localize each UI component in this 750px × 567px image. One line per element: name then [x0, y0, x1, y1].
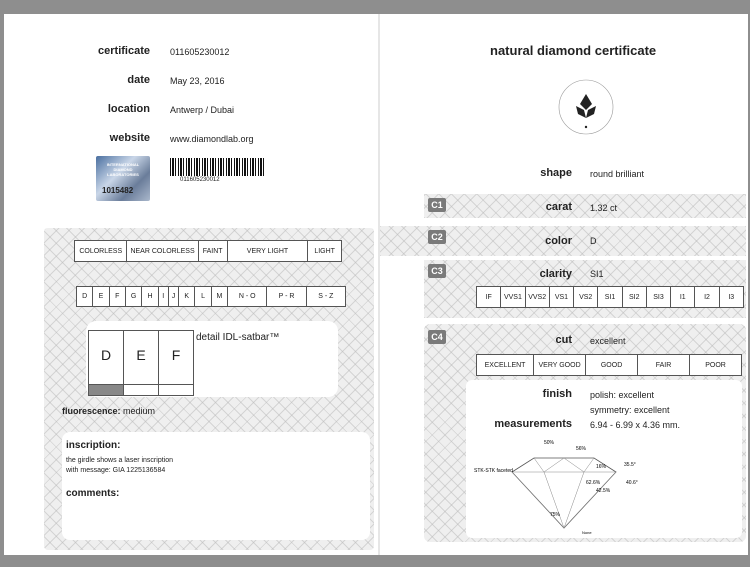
cut-cell-3: FAIR: [638, 355, 690, 375]
page-fold: [378, 14, 380, 555]
detail-grade-label: D: [100, 347, 112, 363]
c2-badge: C2: [428, 230, 446, 244]
inscription-line2: with message: GIA 1225136584: [66, 467, 166, 474]
girdle: STK-STK faceted: [474, 468, 513, 474]
clarity-cell-3: VS1: [550, 287, 574, 307]
barcode: [170, 158, 264, 176]
date-value: May 23, 2016: [170, 76, 225, 86]
color-letter-cell-4: H: [142, 287, 158, 306]
color-scale-cell-3: VERY LIGHT: [228, 241, 309, 261]
color-label: color: [545, 235, 572, 247]
clarity-cell-4: VS2: [574, 287, 598, 307]
detail-label: detail IDL-satbar™: [196, 332, 280, 343]
clarity-value: SI1: [590, 269, 604, 279]
detail-grade-bar: [159, 384, 193, 395]
color-scale-cell-0: COLORLESS: [75, 241, 127, 261]
pavilion-depth: 42.5%: [596, 488, 611, 494]
hologram-line2: DIAMOND: [113, 167, 133, 172]
clarity-cell-10: I3: [728, 293, 735, 301]
color-letters-row: [76, 286, 346, 307]
depth-pct: 62.6%: [586, 480, 601, 486]
c3-badge: C3: [428, 264, 446, 278]
certificate-value: 011605230012: [170, 47, 230, 57]
website-value: www.diamondlab.org: [170, 134, 254, 144]
color-letter-cell-8: L: [195, 287, 211, 306]
website-label: website: [109, 132, 150, 144]
certificate-page: [4, 14, 748, 555]
clarity-cell-6: SI2: [623, 287, 647, 307]
detail-grades: [88, 330, 194, 396]
hologram-number: 1015482: [102, 186, 134, 195]
color-scale-cell-1: NEAR COLORLESS: [127, 241, 198, 261]
cut-cell-2: GOOD: [586, 355, 638, 375]
location-value: Antwerp / Dubai: [170, 105, 235, 115]
color-letter-cell-5: I: [159, 287, 169, 306]
clarity-cell-5: SI1: [598, 287, 622, 307]
clarity-scale-row: [476, 286, 744, 308]
carat-strip: [424, 194, 746, 218]
location-label: location: [107, 103, 150, 115]
color-letter-cell-2: F: [110, 287, 126, 306]
hologram-sticker: [96, 156, 150, 201]
table-pct: 50%: [544, 440, 555, 446]
laboratory-seal: [554, 76, 618, 138]
hologram-line1: INTERNATIONAL: [106, 162, 140, 167]
symmetry-row: [590, 405, 670, 415]
polish-value: excellent: [618, 390, 655, 400]
measurements-label: measurements: [494, 418, 572, 430]
color-letter-cell-0: D: [77, 287, 93, 306]
detail-grade-2: [159, 330, 194, 396]
carat-label: carat: [545, 201, 572, 213]
symmetry-value: excellent: [634, 405, 670, 415]
cut-value: excellent: [590, 336, 626, 346]
color-letter-cell-11: P - R: [267, 287, 306, 306]
clarity-cell-1: VVS1: [501, 287, 525, 307]
barcode-number: 011605230012: [180, 177, 220, 183]
culet: None: [582, 530, 592, 535]
cut-label: cut: [555, 334, 572, 346]
clarity-label: clarity: [539, 268, 572, 280]
cut-cell-0: EXCELLENT: [477, 355, 534, 375]
fluorescence-value: medium: [123, 406, 156, 416]
clarity-cell-8: I1: [671, 287, 695, 307]
detail-grade-bar: [124, 384, 158, 395]
symmetry-label: symmetry:: [590, 405, 632, 415]
date-label: date: [127, 74, 150, 86]
certificate-title: natural diamond certificate: [490, 43, 657, 58]
inscription-label: inscription:: [66, 440, 121, 451]
color-letter-cell-7: K: [179, 287, 195, 306]
seal-diamond-icon: [580, 94, 592, 110]
proportions-diagram: [472, 436, 652, 538]
color-letter-cell-6: J: [169, 287, 179, 306]
pavilion-angle: 40.6°: [626, 480, 638, 486]
fluorescence-row: [62, 406, 155, 416]
color-letter-cell-3: G: [126, 287, 142, 306]
c1-badge: C1: [428, 198, 446, 212]
shape-value: round brilliant: [590, 169, 645, 179]
detail-grade-1: [124, 330, 159, 396]
fluorescence-label: fluorescence:: [62, 406, 121, 416]
detail-grade-bar: [89, 384, 123, 395]
finish-label: finish: [542, 388, 572, 400]
hologram-line3: LABORATORIES: [107, 172, 139, 177]
clarity-cell-9: I2: [695, 287, 719, 307]
cut-scale-row: [476, 354, 742, 376]
color-letter-cell-10: N - O: [228, 287, 267, 306]
color-letter-cell-9: M: [212, 287, 228, 306]
color-scale-cell-2: FAINT: [199, 241, 228, 261]
color-letter-cell-1: E: [93, 287, 109, 306]
detail-grade-0: [88, 330, 124, 396]
inscription-line1: the girdle shows a laser inscription: [66, 457, 173, 464]
crown-height: 16%: [596, 464, 607, 470]
polish-label: polish:: [590, 390, 617, 400]
detail-grade-label: E: [136, 347, 146, 363]
certificate-label: certificate: [98, 45, 150, 57]
c4-badge: C4: [428, 330, 446, 344]
carat-value: 1.32 ct: [590, 203, 618, 213]
detail-grade-label: F: [171, 347, 181, 363]
polish-row: [590, 390, 654, 400]
crown-pct: 56%: [576, 446, 587, 452]
color-scale-cell-4: LIGHT: [314, 247, 335, 255]
clarity-cell-7: SI3: [647, 287, 671, 307]
comments-label: comments:: [66, 488, 120, 499]
lower-half: 75%: [550, 512, 561, 518]
clarity-cell-0: IF: [477, 287, 501, 307]
color-value: D: [590, 236, 597, 246]
clarity-cell-2: VVS2: [526, 287, 550, 307]
measurements-value: 6.94 - 6.99 x 4.36 mm.: [590, 420, 681, 430]
shape-label: shape: [540, 167, 572, 179]
crown-angle: 35.5°: [624, 462, 636, 468]
color-scale-row: [74, 240, 342, 262]
color-letter-cell-12: S - Z: [318, 293, 334, 300]
cut-cell-4: POOR: [705, 361, 726, 369]
cut-cell-1: VERY GOOD: [534, 355, 586, 375]
